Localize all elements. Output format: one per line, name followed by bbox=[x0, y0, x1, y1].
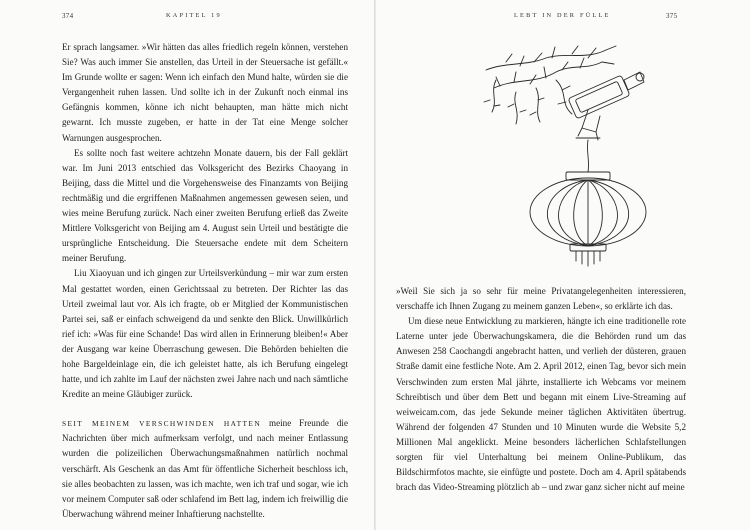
right-body-text bbox=[396, 284, 686, 495]
section-text: meine Freunde die Nachrichten über mich aufmerksam verfolgt, und nach meiner Entlassung wurden die polizeilichen Überwachungsmaßnahmen natürlich nochmal verschärft. Als Geschenk an das Amt für öffentliche Sicherheit beschloss ich, sie alles beobachten zu lassen, was ich machte, wen ich traf und sogar, wie ich vor meinem Computer saß oder schlafend im Bett lag, indem ich freiwillig die Überwachung während meiner Inhaftierung nachstellte. bbox=[62, 418, 348, 519]
lantern-cord bbox=[587, 140, 588, 172]
section-paragraph bbox=[62, 416, 348, 522]
right-page bbox=[376, 0, 750, 530]
right-running-head bbox=[376, 12, 750, 22]
paragraph: Liu Xiaoyuan und ich gingen zur Urteilsverkündung – mir war zum ersten Mal gestattet worden, einen Gerichtssaal zu betreten. Der Richter las das Urteil zweimal laut vor. Als ich fragte, ob er Mitglied der Kommunistischen Partei sei, saß er einfach schweigend da und senkte den Blick. Unwillkürlich rief ich: »Was für eine Schande! Das wird allen in Erinnerung bleiben!« Aber der Ausgang war keine Überraschung gewesen. Die Behörden behielten die hohe Bargeldeinlage ein, die ich geleistet hatte, als ich Berufung eingelegt hatte, und ich zahlte im Lauf der nächsten zwei Jahre nach und nach sämtliche Kredite an meine Gläubiger zurück. bbox=[62, 268, 348, 400]
surveillance-camera-drawing bbox=[568, 72, 644, 140]
left-running-head bbox=[0, 12, 374, 22]
paragraph: Es sollte noch fast weitere achtzehn Monate dauern, bis der Fall geklärt war. Im Juni 2013 entschied das Volksgericht des Bezirks Chaoyang in Beijing, dass die Mittel und die Vorgehensweise des Finanzamts von Beijing rechtmäßig und die ergriffenen Maßnahmen angemessen gewesen seien, und wies meine Berufung zurück. Nach einer zweiten Berufung erließ das Zweite Mittlere Volksgericht von Beijing am 4. August sein Urteil und bestätigte die ursprüngliche Entscheidung. Die Steuersache endete mit dem Scheitern meiner Berufung. bbox=[62, 147, 348, 264]
right-page-number: 375 bbox=[666, 12, 678, 20]
lantern-camera-illustration bbox=[476, 40, 666, 270]
left-page bbox=[0, 0, 374, 530]
lantern-drawing bbox=[530, 172, 646, 266]
branches-drawing bbox=[484, 46, 616, 124]
paragraph: Um diese neue Entwicklung zu markieren, hängte ich eine traditionelle rote Laterne unter jede Überwachungskamera, die die Behörden rund um das Anwesen 258 Caochangdi angebracht hatten, und verlieh der düsteren, grauen Straße damit eine festliche Note. Am 2. April 2012, einen Tag, bevor sich mein Verschwinden zum ersten Mal jährte, installierte ich Webcams vor meinem Schreibtisch und über dem Bett und begann mit einem Live-Streaming auf weiweicam.com, das jede Sekunde meiner täglichen Aktivitäten übertrug. Während der folgenden 47 Stunden und 10 Minuten wurde die Website 5,2 Millionen Mal angeklickt. Meine besonders lächerlichen Schlafstellungen sorgten für viel Unterhaltung bei meinem Online-Publikum, das Bildschirmfotos machte, sie einfügte und postete. Doch am 4. April spätabends brach das Video-Streaming plötzlich ab – und zwar ganz sicher nicht auf meine bbox=[396, 316, 686, 493]
paragraph: Er sprach langsamer. »Wir hätten das alles friedlich regeln können, verstehen Sie? Was auch immer Sie anstellen, das Urteil in der Steuersache ist gefällt.« Im Grunde wollte er sagen: Wenn ich einfach den Mund halte, würden sie die Vergangenheit ruhen lassen. Und sollte ich in der Zukunft noch einmal ins Gefängnis kommen, könne ich nicht behaupten, man hätte mich nicht gewarnt. Ich musste zugeben, er hatte in der Tat eine Menge solcher Warnungen ausgesprochen. bbox=[62, 42, 348, 143]
left-chapter-title: KAPITEL 19 bbox=[166, 12, 222, 19]
left-page-number: 374 bbox=[62, 12, 74, 20]
paragraph: »Weil Sie sich ja so sehr für meine Privatangelegenheiten interessieren, verschaffe ich Ihnen Zugang zu meinem ganzen Leben«, so erklärte ich das. bbox=[396, 286, 686, 312]
section-lead-smallcaps: SEIT MEINEM VERSCHWINDEN HATTEN bbox=[62, 419, 262, 429]
left-body-text bbox=[62, 40, 348, 522]
right-chapter-title: LEBT IN DER FÜLLE bbox=[514, 12, 611, 19]
